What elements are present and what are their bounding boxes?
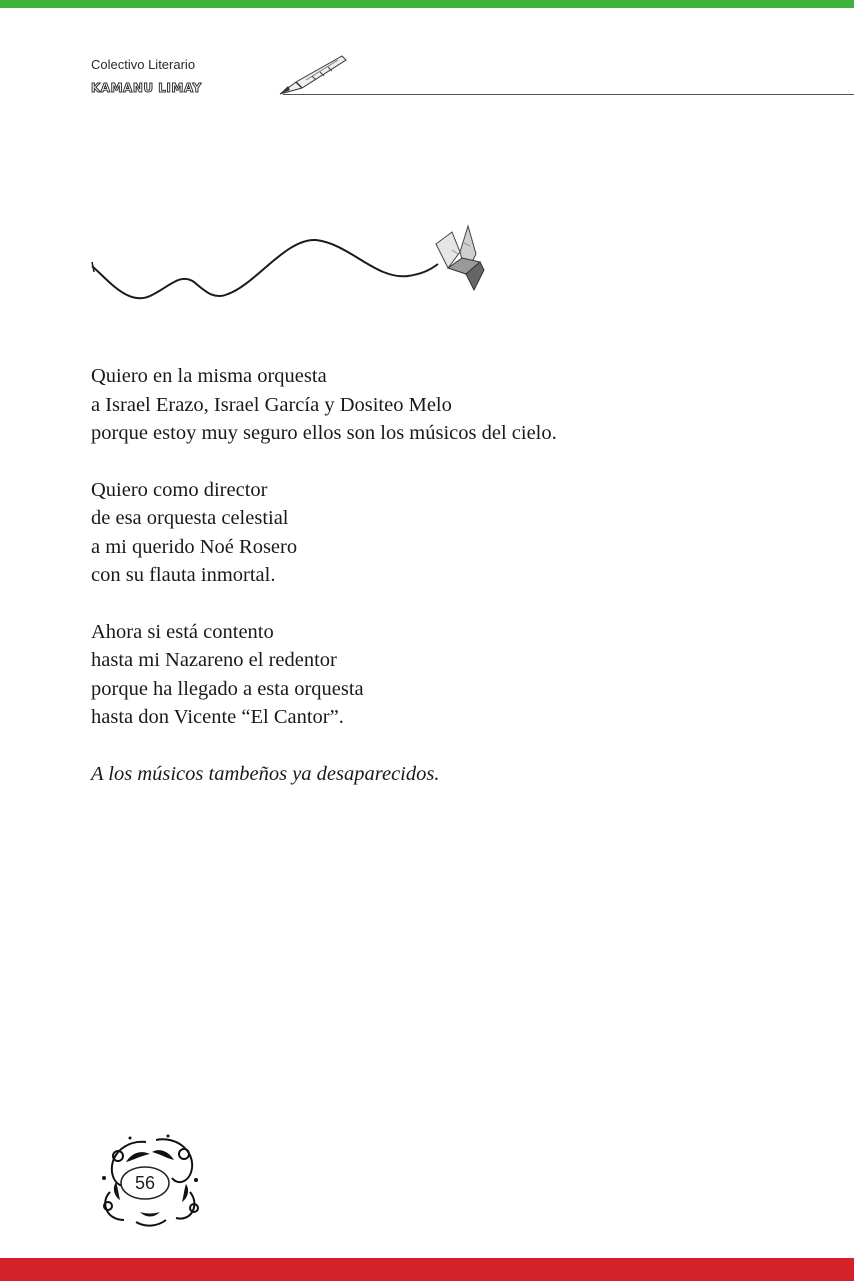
poem-line: hasta mi Nazareno el redentor [91,649,337,671]
poem-line: porque ha llegado a esta orquesta [91,677,364,700]
collective-name: KAMANU LIMAY [91,81,202,95]
poem-line: hasta don Vicente “El Cantor”. [91,706,344,728]
stanza [91,362,791,448]
top-accent-bar [0,0,854,8]
poem [91,362,791,816]
stanza [91,618,791,732]
dedication: A los músicos tambeños ya desaparecidos. [91,762,440,785]
poem-line: a Israel Erazo, Israel García y Dositeo Melo [91,393,452,416]
poem-line: Quiero como director [91,478,268,501]
poem-line: Ahora si está contento [91,620,274,643]
collective-label: Colectivo Literario [91,57,196,72]
page-number: 56 [134,1173,156,1193]
poem-line: Quiero en la misma orquesta [91,365,327,387]
poem-line: porque estoy muy seguro ellos son los músicos del cielo. [91,422,557,444]
bottom-accent-bar [0,1258,854,1281]
poem-line: con su flauta inmortal. [91,564,276,586]
stanza [91,476,791,590]
poem-line: a mi querido Noé Rosero [91,535,298,558]
fountain-pen-icon [276,52,348,98]
header-rule [283,94,854,95]
poem-line: de esa orquesta celestial [91,507,289,529]
flying-book-icon [88,220,488,310]
